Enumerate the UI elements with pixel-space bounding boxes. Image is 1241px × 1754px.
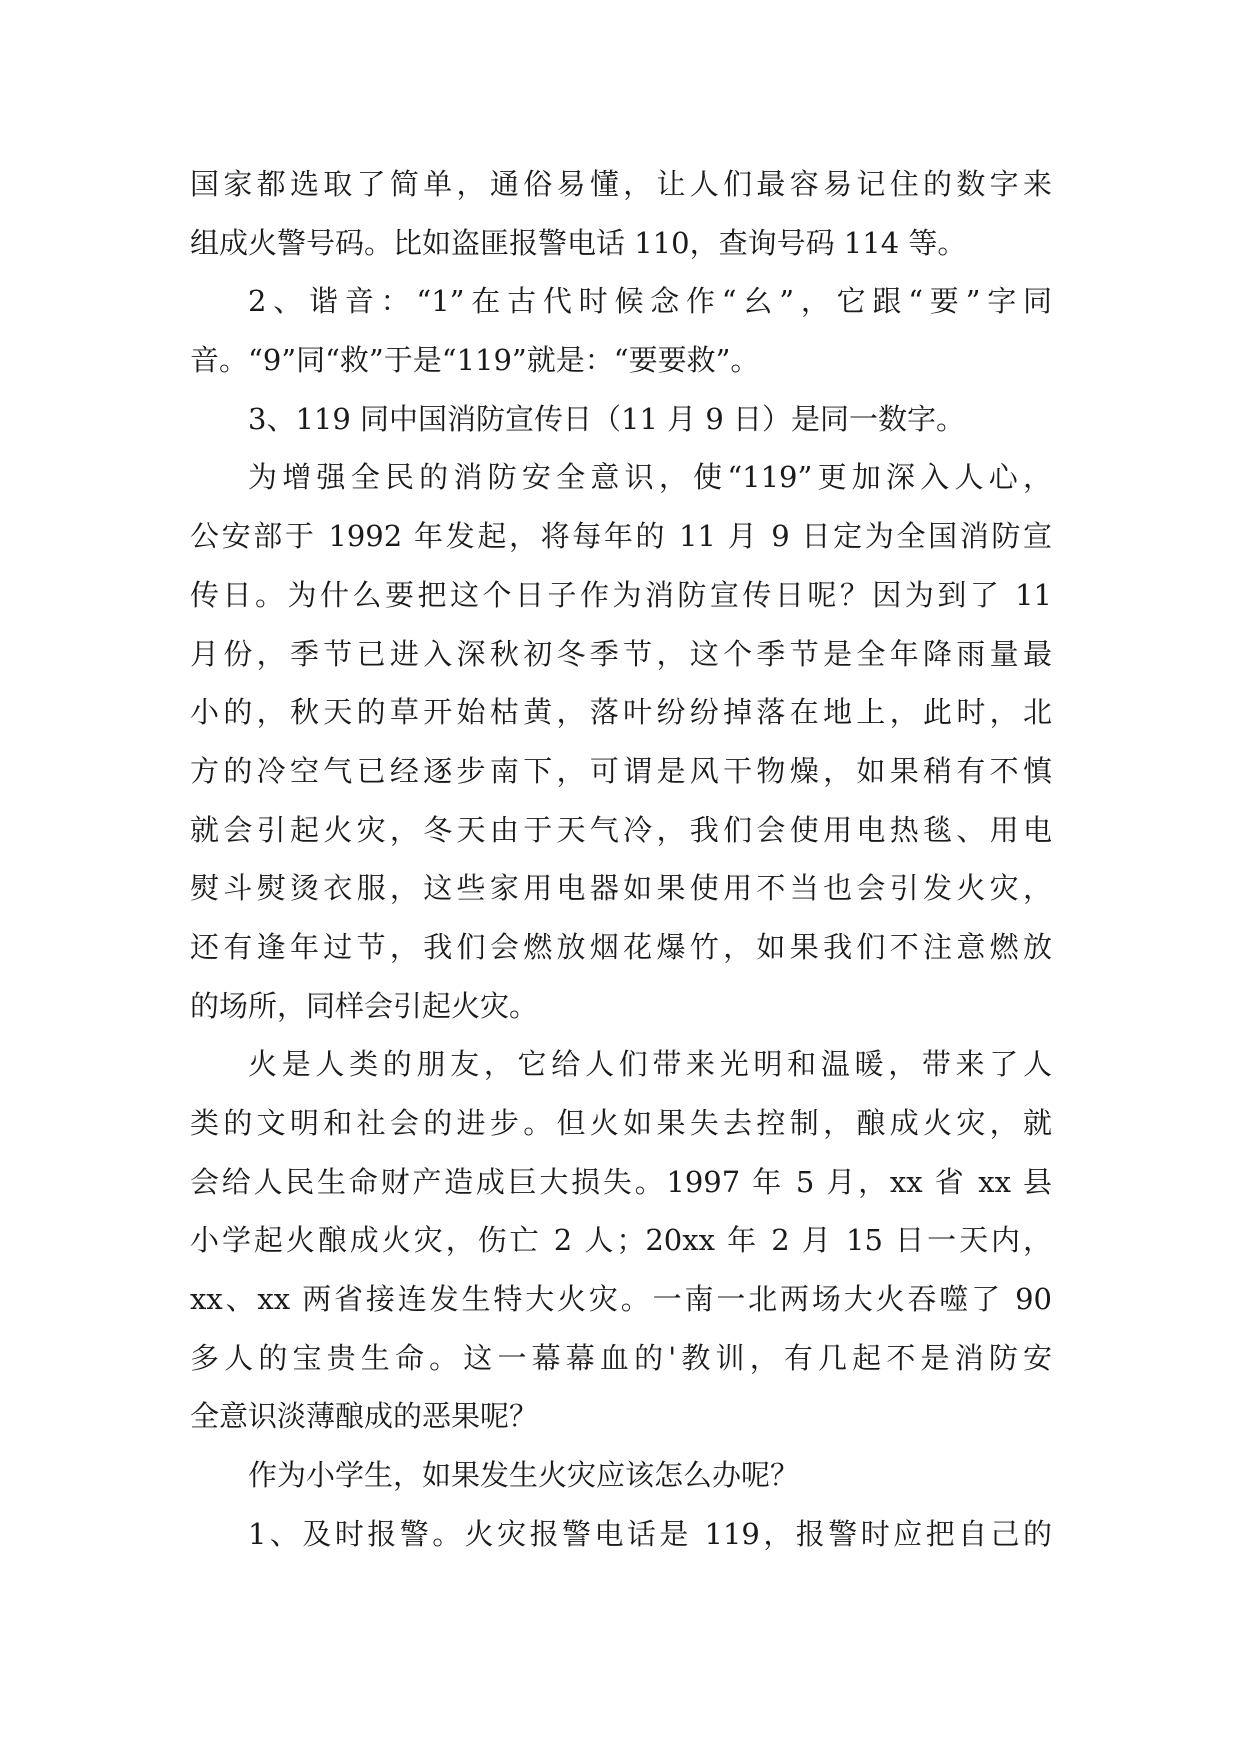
text-line: 类的文明和社会的进步。但火如果失去控制，酿成火灾，就 (190, 1106, 1052, 1140)
text-line: 方的冷空气已经逐步南下，可谓是风干物燥，如果稍有不慎 (190, 753, 1052, 788)
text-line: 3、119 同中国消防宣传日（11 月 9 日）是同一数字。 (248, 401, 966, 436)
text-line: xx、xx 两省接连发生特大火灾。一南一北两场大火吞噬了 90 (190, 1282, 1052, 1317)
text-line: 多人的宝贵生命。这一幕幕血的'教训，有几起不是消防安 (190, 1340, 1052, 1375)
text-line: 1、及时报警。火灾报警电话是 119，报警时应把自己的 (248, 1516, 1052, 1551)
text-line: 公安部于 1992 年发起，将每年的 11 月 9 日定为全国消防宣 (190, 519, 1052, 554)
text-line: 音。“9”同“救”于是“119”就是：“要要救”。 (190, 343, 760, 378)
text-line: 国家都选取了简单，通俗易懂，让人们最容易记住的数字来 (190, 167, 1052, 201)
text-line: 会给人民生命财产造成巨大损失。1997 年 5 月，xx 省 xx 县 (190, 1164, 1052, 1199)
text-line: 还有逢年过节，我们会燃放烟花爆竹，如果我们不注意燃放 (190, 929, 1052, 964)
text-line: 2、谐音：“1”在古代时候念作“幺”，它跟“要”字同 (248, 284, 1052, 319)
text-line: 小学起火酿成火灾，伤亡 2 人；20xx 年 2 月 15 日一天内， (190, 1223, 1052, 1258)
document-page (190, 155, 1052, 1564)
text-line: 为增强全民的消防安全意识，使“119”更加深入人心， (248, 460, 1052, 495)
text-line: 就会引起火灾，冬天由于天气冷，我们会使用电热毯、用电 (190, 812, 1052, 847)
text-line: 火是人类的朋友，它给人们带来光明和温暖，带来了人 (248, 1047, 1052, 1082)
text-line: 月份，季节已进入深秋初冬季节，这个季节是全年降雨量最 (190, 636, 1052, 671)
text-line: 组成火警号码。比如盗匪报警电话 110，查询号码 114 等。 (190, 225, 967, 260)
text-line: 传日。为什么要把这个日子作为消防宣传日呢？因为到了 11 (190, 577, 1052, 612)
text-line: 全意识淡薄酿成的恶果呢？ (190, 1399, 539, 1434)
text-line: 小的，秋天的草开始枯黄，落叶纷纷掉落在地上，此时，北 (190, 695, 1052, 730)
text-line: 的场所，同样会引起火灾。 (190, 988, 539, 1023)
text-line: 熨斗熨烫衣服，这些家用电器如果使用不当也会引发火灾， (190, 871, 1052, 906)
text-line: 作为小学生，如果发生火灾应该怎么办呢？ (248, 1458, 800, 1493)
